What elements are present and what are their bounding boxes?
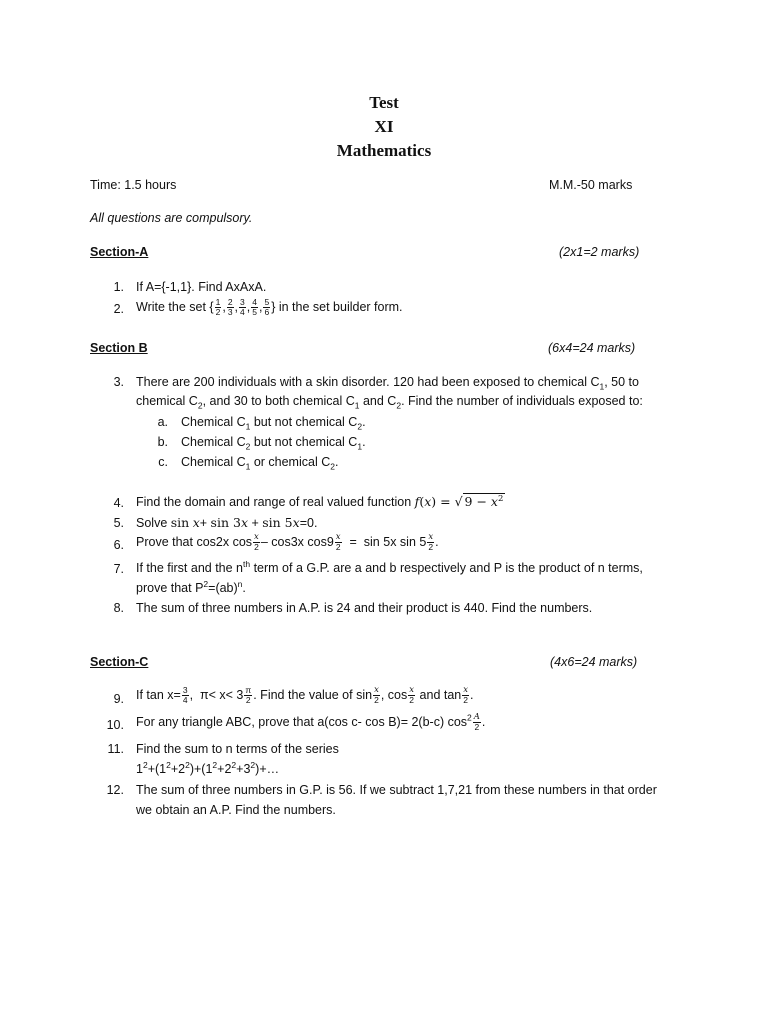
paper-title: Test	[369, 93, 399, 112]
question-number: 8.	[113, 601, 124, 615]
question-number: 6.	[113, 538, 124, 552]
question-number: 1.	[113, 280, 124, 294]
question-3-line-1: There are 200 individuals with a skin disorder. 120 had been exposed to chemical $C_1$, 50 to	[136, 375, 639, 392]
time-label: Time: 1.5 hours	[90, 178, 177, 192]
sub-question-number: a.	[157, 415, 168, 429]
sub-question-number: b.	[157, 435, 168, 449]
question-11-line-1: Find the sum to n terms of the series	[136, 742, 339, 756]
question-5: Solve sin x+ sin 3x + sin 5x=0.	[136, 515, 318, 530]
section-b-heading: Section B	[90, 341, 148, 355]
question-number: 9.	[113, 692, 124, 706]
instruction-text: All questions are compulsory.	[90, 211, 253, 225]
question-3-line-2: chemical $C_2$, and 30 to both chemical $C_1$ and $C_2$. Find the number of individuals exposed to:	[136, 394, 643, 411]
question-number: 10.	[106, 718, 124, 732]
question-3c: Chemical $C_1$ or chemical $C_2$.	[181, 455, 339, 472]
section-a-heading: Section-A	[90, 245, 149, 259]
question-11-line-2: $1^2+(1^2+2^2)+(1^2+2^2+3^2)+\dots$	[136, 759, 280, 776]
question-number: 12.	[106, 783, 124, 797]
question-number: 5.	[113, 516, 124, 530]
section-c-marks: (4x6=24 marks)	[550, 655, 638, 669]
question-12-line-2: we obtain an A.P. Find the numbers.	[136, 803, 336, 817]
question-6: Prove that cos2x cos $\frac{x}{2}$ – cos3x cos9 $\frac{x}{2}$ = sin 5x sin 5 $\frac{x}{2}$ .	[136, 532, 439, 552]
question-8: The sum of three numbers in A.P. is 24 and their product is 440. Find the numbers.	[136, 601, 593, 615]
question-number: 2.	[113, 302, 124, 316]
question-number: 11.	[107, 742, 124, 756]
question-7-line-1: If the first and the $n^{th}$ term of a G.P. are a and b respectively and P is the product of n terms,	[136, 558, 643, 575]
question-3a: Chemical $C_1$ but not chemical $C_2$.	[181, 415, 366, 432]
question-10: For any triangle ABC, prove that a(cos c- cos B)= 2(b-c) $\cos^2$ $\frac{A}{2}$ .	[136, 712, 486, 732]
question-9: If tan x= $\frac{3}{4}$ , π< x< 3 $\frac{\pi}{2}$ . Find the value of sin $\frac{x}{2}$ , cos $\frac{x}{2}$ and tan $\frac{x}{2}$ .	[136, 685, 474, 705]
section-a-marks: (2x1=2 marks)	[559, 245, 640, 259]
class-label: XI	[374, 117, 394, 136]
question-12-line-1: The sum of three numbers in G.P. is 56. If we subtract 1,7,21 from these numbers in that order	[136, 783, 657, 797]
subject-label: Mathematics	[336, 141, 432, 160]
max-marks-label: M.M.-50 marks	[549, 178, 633, 192]
sub-question-number: c.	[158, 455, 168, 469]
question-number: 7.	[113, 562, 124, 576]
question-4: Find the domain and range of real valued function f(x) = √ $9 - x^2$	[136, 493, 504, 509]
section-c-heading: Section-C	[90, 655, 149, 669]
question-number: 3.	[113, 375, 124, 389]
question-7-line-2: prove that $P^2=(ab)^n$.	[136, 578, 246, 595]
section-b-marks: (6x4=24 marks)	[548, 341, 636, 355]
question-3b: Chemical $C_2$ but not chemical $C_1$.	[181, 435, 366, 452]
question-1: If A={-1,1}. Find AxAxA.	[136, 280, 267, 294]
question-number: 4.	[113, 496, 124, 510]
question-2: Write the set { $\frac{1}{2}$ , $\frac{2}{3}$ , $\frac{3}{4}$ , $\frac{4}{5}$ , $\frac{5}{6}$ } in the set builder form.	[136, 297, 403, 317]
